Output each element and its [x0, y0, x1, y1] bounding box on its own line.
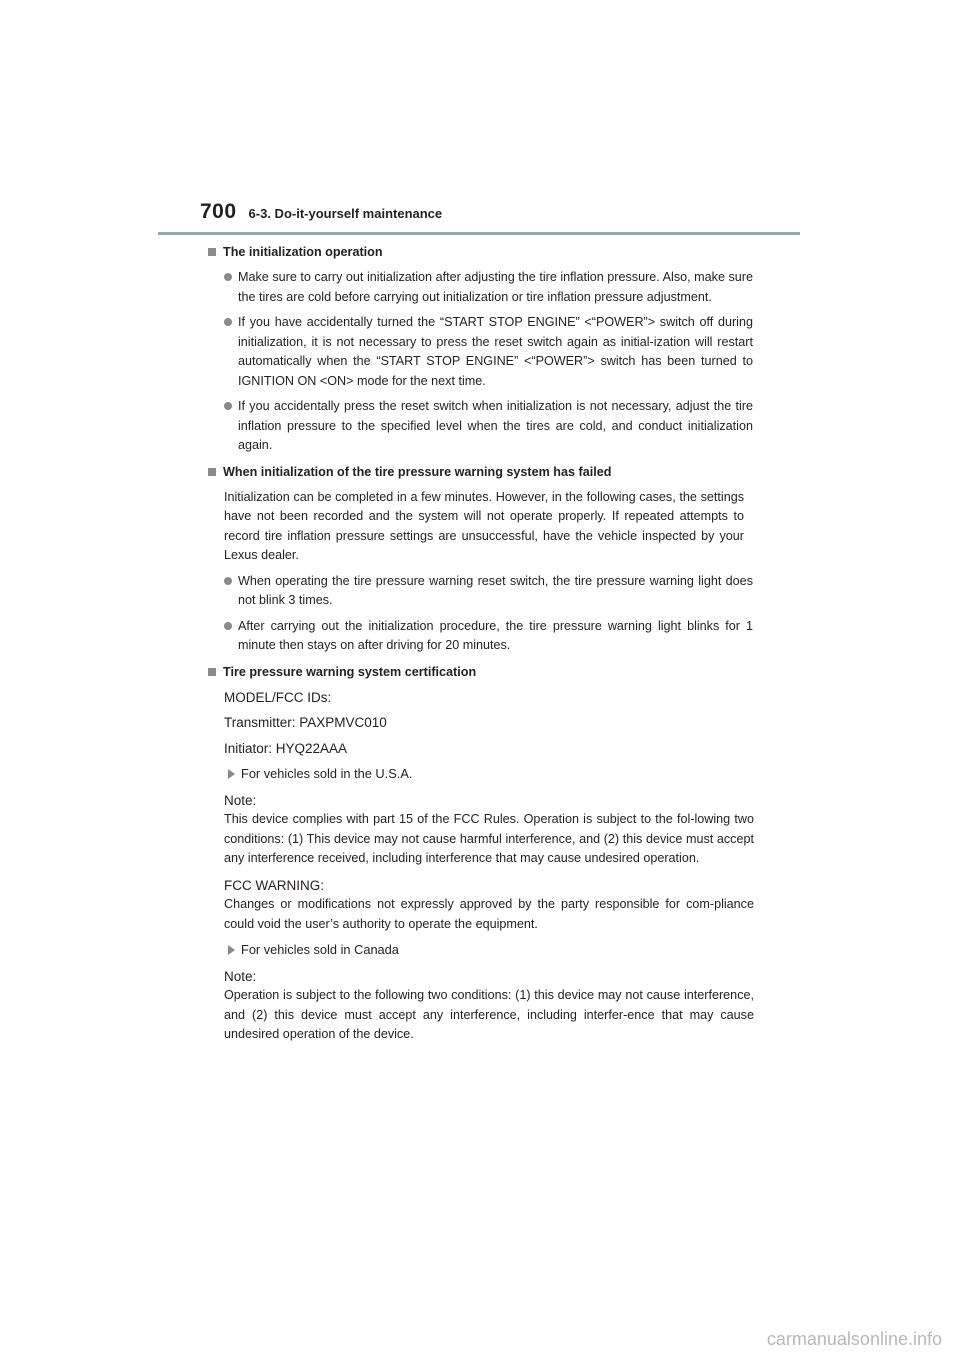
fcc-warning-text: Changes or modifications not expressly approved by the party responsible for com-pliance could void the user’s authority to operate the equipment.	[224, 897, 754, 931]
square-bullet-icon	[208, 248, 216, 256]
note-text: Operation is subject to the following two conditions: (1) this device may not cause interference, and (2) this device must accept any interference, including interfer-ence that may cause undesired operation of the device.	[224, 988, 754, 1041]
note-label: Note:	[224, 968, 257, 984]
initiator-id: Initiator: HYQ22AAA	[224, 740, 348, 756]
fcc-warning	[224, 876, 754, 935]
circle-bullet-icon	[224, 402, 232, 410]
usa-note	[224, 791, 754, 869]
square-bullet-icon	[208, 668, 216, 676]
canada-note	[224, 967, 754, 1045]
section-title: 6-3. Do-it-yourself maintenance	[248, 206, 443, 221]
note-label: Note:	[224, 792, 257, 808]
list-item: Make sure to carry out initialization after adjusting the tire inflation pressure. Also, make sure the tires are cold before carrying out initialization or tire inflation pressure adjustment.	[224, 268, 753, 307]
triangle-right-icon	[228, 769, 235, 779]
note-text: This device complies with part 15 of the FCC Rules. Operation is subject to the fol-lowing two conditions: (1) This device may not cause harmful interference, and (2) this device must accept any interference received, including interference that may cause undesired operation.	[224, 812, 754, 865]
page-header	[200, 200, 442, 224]
section-heading: The initialization operation	[208, 243, 753, 262]
page-content	[208, 243, 753, 1045]
fcc-warning-label: FCC WARNING:	[224, 877, 324, 893]
list-item: If you have accidentally turned the “START STOP ENGINE” <“POWER”> switch off during initialization, it is not necessary to press the reset switch again as initial-ization will restart automatically when the “START STOP ENGINE” <“POWER”> switch has been turned to IGNITION ON <ON> mode for the next time.	[224, 313, 753, 391]
model-ids-label: MODEL/FCC IDs:	[224, 689, 332, 705]
watermark: carmanualsonline.info	[766, 1329, 942, 1349]
section-heading: When initialization of the tire pressure warning system has failed	[208, 463, 753, 482]
header-rule	[158, 232, 800, 235]
circle-bullet-icon	[224, 273, 232, 281]
list-item: If you accidentally press the reset switch when initialization is not necessary, adjust the tire inflation pressure to the specified level when the tires are cold, and conduct initialization again.	[224, 397, 753, 456]
circle-bullet-icon	[224, 622, 232, 630]
list-item: After carrying out the initialization procedure, the tire pressure warning light blinks for 1 minute then stays on after driving for 20 minutes.	[224, 617, 753, 656]
triangle-right-icon	[228, 945, 235, 955]
list-item: When operating the tire pressure warning reset switch, the tire pressure warning light does not blink 3 times.	[224, 572, 753, 611]
circle-bullet-icon	[224, 577, 232, 585]
transmitter-id: Transmitter: PAXPMVC010	[224, 715, 387, 730]
circle-bullet-icon	[224, 318, 232, 326]
square-bullet-icon	[208, 468, 216, 476]
section-heading: Tire pressure warning system certification	[208, 663, 753, 682]
paragraph: Initialization can be completed in a few minutes. However, in the following cases, the settings have not been recorded and the system will not operate properly. If repeated attempts to record tire inflation pressure settings are unsuccessful, have the vehicle inspected by your Lexus dealer.	[224, 489, 744, 562]
canada-subheading: For vehicles sold in Canada	[228, 940, 753, 960]
usa-subheading: For vehicles sold in the U.S.A.	[228, 764, 753, 784]
page-number: 700	[200, 200, 237, 223]
